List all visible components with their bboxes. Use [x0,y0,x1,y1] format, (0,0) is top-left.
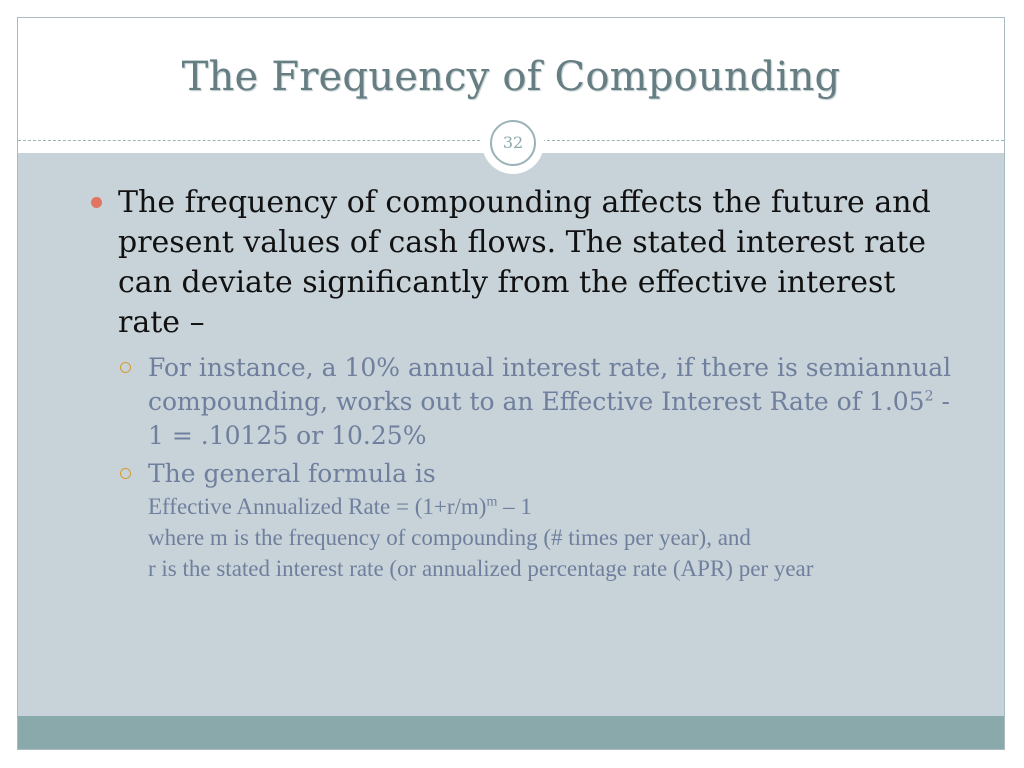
example-text-before: For instance, a 10% annual interest rate, if there is semiannual compounding, works out to an Effective Interest Rate of 1.05 [148,353,952,416]
example-superscript: 2 [924,388,934,405]
sub-bullet-list [88,351,958,584]
ring-bullet-icon [120,362,131,373]
where-r-line: r is the stated interest rate (or annualized percentage rate (APR) per year [148,556,814,581]
example-text-after: - 1 = .10125 or 10.25% [148,387,950,450]
where-m-line: where m is the frequency of compounding (# times per year), and [148,525,751,550]
formula-block [148,491,958,584]
ring-bullet-icon [120,468,131,479]
bullet-dot-icon [91,197,102,208]
slide-content [88,183,958,588]
formula-superscript: m [486,494,498,510]
formula-suffix: – 1 [497,494,532,519]
slide-number-badge [482,112,544,174]
slide-number: 32 [490,120,536,166]
slide-title: The Frequency of Compounding [181,54,841,100]
formula-line [148,491,958,522]
main-bullet-text: The frequency of compounding affects the future and present values of cash flows. The stated interest rate can deviate significantly from the effective interest rate – [118,185,931,340]
footer-band [18,716,1004,750]
formula-intro: The general formula is [148,459,436,488]
formula-prefix: Effective Annualized Rate = (1+r/m) [148,494,487,519]
main-bullet [88,183,958,343]
sub-bullet-formula [118,457,958,584]
sub-bullet-example [118,351,958,453]
